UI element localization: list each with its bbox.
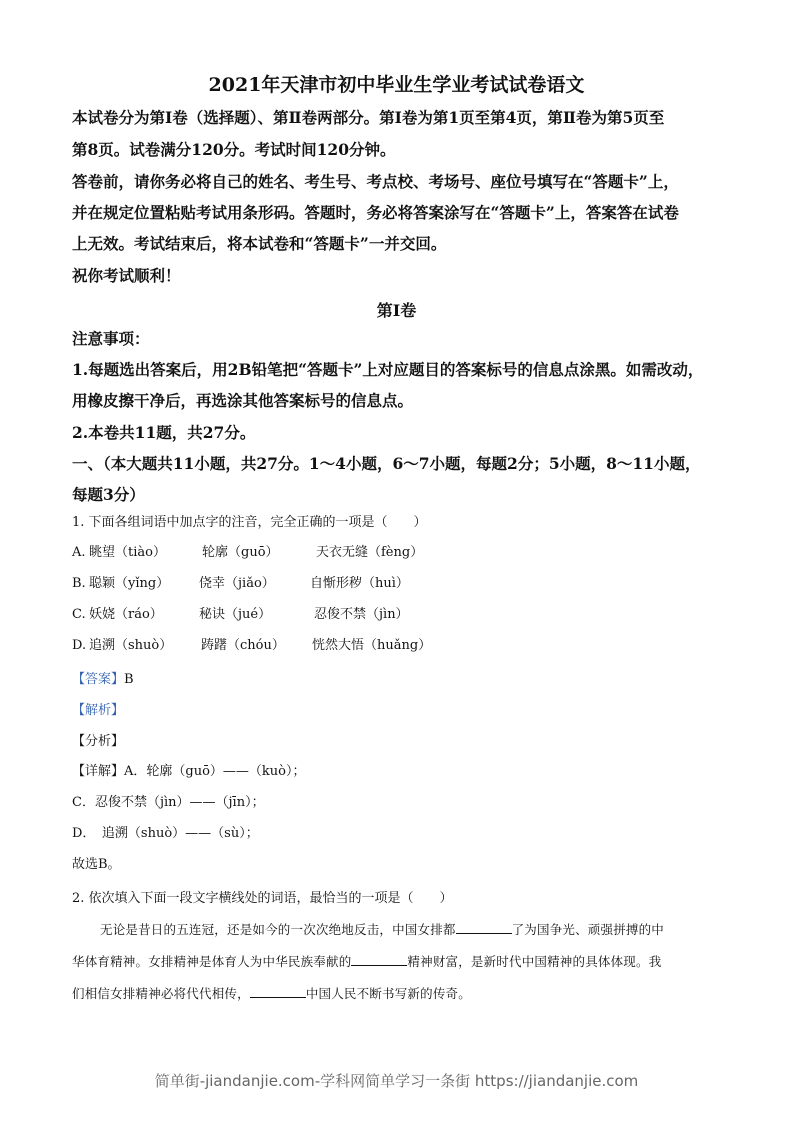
option-item: 自惭形秽（huì） xyxy=(310,576,409,591)
passage-line xyxy=(100,921,664,939)
question-1-stem: 1. 下面各组词语中加点字的注音，完全正确的一项是（ ） xyxy=(72,515,427,530)
option-label: B. xyxy=(72,576,86,591)
conclusion-line: 故选B。 xyxy=(72,857,121,872)
intro-line: 上无效。考试结束后，将本试卷和“答题卡”一并交回。 xyxy=(72,234,447,253)
answer-value: B xyxy=(124,672,134,687)
blank-1 xyxy=(456,921,512,934)
option-label: A. xyxy=(72,545,86,560)
intro-line: 祝你考试顺利！ xyxy=(72,266,181,285)
detail-line: C．忍俊不禁（jìn）——（jīn）； xyxy=(72,795,265,810)
intro-line: 答卷前，请你务必将自己的姓名、考生号、考点校、考场号、座位号填写在“答题卡”上， xyxy=(72,172,679,191)
analysis-tag: 【解析】 xyxy=(72,703,125,718)
answer-row xyxy=(72,671,134,689)
option-label: C. xyxy=(72,607,86,622)
section-title: 第Ⅰ卷 xyxy=(376,301,417,320)
passage-text: 们相信女排精神必将代代相传， xyxy=(72,986,250,1001)
option-item: 天衣无缝（fèng） xyxy=(316,545,424,560)
option-item: 追溯（shuò） xyxy=(89,638,173,653)
notes-line: 用橡皮擦干净后，再选涂其他答案标号的信息点。 xyxy=(72,391,414,410)
intro-line: 第8页。试卷满分120分。考试时间120分钟。 xyxy=(72,140,396,159)
detail-line: D． 追溯（shuò）——（sù）； xyxy=(72,826,259,841)
page-footer: 简单街-jiandanjie.com-学科网简单学习一条街 https://jiandanjie.com xyxy=(154,1072,639,1090)
option-item: 眺望（tiào） xyxy=(89,545,166,560)
passage-text: 中国人民不断书写新的传奇。 xyxy=(305,986,471,1001)
notes-line: 2.本卷共11题，共27分。 xyxy=(72,423,256,442)
notes-line: 每题3分） xyxy=(72,485,145,504)
page-title: 2021年天津市初中毕业生学业考试试卷语文 xyxy=(208,74,585,96)
passage-text: 了为国争光、顽强拼搏的中 xyxy=(511,922,665,937)
intro-line: 并在规定位置粘贴考试用条形码。答题时，务必将答案涂写在“答题卡”上，答案答在试卷 xyxy=(72,203,679,222)
fenxi-tag: 【分析】 xyxy=(72,734,125,749)
blank-3 xyxy=(250,985,306,998)
notes-heading: 注意事项： xyxy=(72,329,150,348)
passage-text: 华体育精神。女排精神是体育人为中华民族奉献的 xyxy=(72,954,352,969)
option-item: 踌躇（chóu） xyxy=(201,638,285,653)
passage-text: 无论是昔日的五连冠，还是如今的一次次绝地反击，中国女排都 xyxy=(100,922,456,937)
option-item: 秘诀（jué） xyxy=(199,607,272,622)
passage-text: 精神财富，是新时代中国精神的具体体现。我 xyxy=(407,954,662,969)
notes-line: 一、（本大题共11小题，共27分。1～4小题，6～7小题，每题2分；5小题，8～11小题， xyxy=(72,454,701,473)
answer-tag: 【答案】 xyxy=(72,672,125,687)
option-item: 忍俊不禁（jìn） xyxy=(314,607,409,622)
option-item: 妖娆（ráo） xyxy=(89,607,163,622)
intro-line: 本试卷分为第Ⅰ卷（选择题）、第Ⅱ卷两部分。第Ⅰ卷为第1页至第4页，第Ⅱ卷为第5页至 xyxy=(72,108,665,127)
blank-2 xyxy=(351,953,407,966)
notes-line: 1.每题选出答案后，用2B铅笔把“答题卡”上对应题目的答案标号的信息点涂黑。如需改动， xyxy=(72,360,704,379)
question-2-stem: 2. 依次填入下面一段文字横线处的词语，最恰当的一项是（ ） xyxy=(72,891,453,906)
option-label: D. xyxy=(72,638,87,653)
passage-line xyxy=(72,985,471,1003)
passage-line xyxy=(72,953,661,971)
option-item: 轮廓（guō） xyxy=(202,545,279,560)
option-item: 恍然大悟（huǎng） xyxy=(312,638,432,653)
option-item: 侥幸（jiǎo） xyxy=(199,576,275,591)
detail-line: 【详解】A．轮廓（guō）——（kuò）； xyxy=(72,764,306,779)
option-item: 聪颖（yǐng） xyxy=(89,576,170,591)
